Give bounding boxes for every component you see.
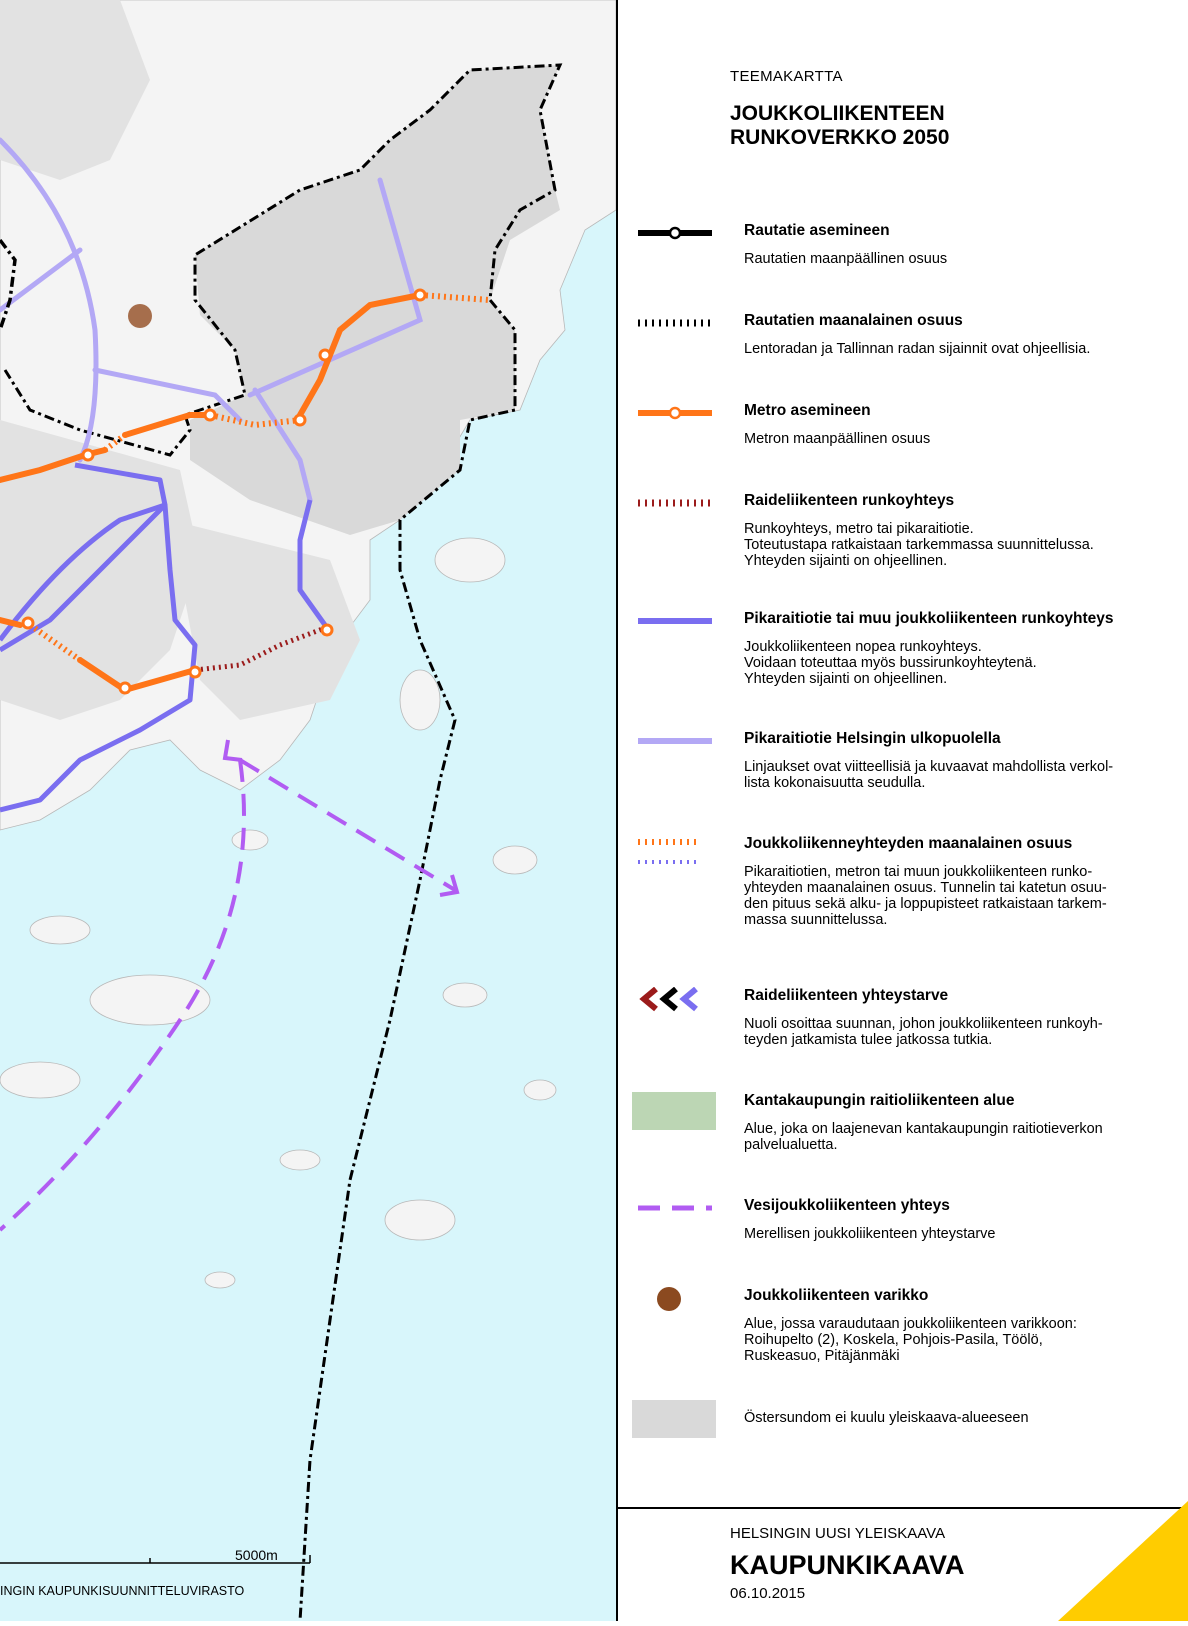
light-rail-icon bbox=[632, 610, 718, 644]
legend-desc: Pikaraitiotien, metron tai muun joukkoliikenteen runko- yhteyden maanalainen osuus. Tunnelin tai katetun osuu- den pituus sekä alku- ja loppupisteet ratkaistaan tarkem- massa suunnittelussa. bbox=[744, 864, 1107, 928]
legend-title: Kantakaupungin raitioliikenteen alue bbox=[744, 1092, 1015, 1109]
footer-org: HELSINGIN UUSI YLEISKAAVA bbox=[730, 1525, 946, 1542]
legend-item-light-rail-outside bbox=[632, 730, 1177, 810]
legend-item-light-rail bbox=[632, 610, 1177, 690]
legend-desc: Alue, jossa varaudutaan joukkoliikenteen varikkoon: Roihupelto (2), Koskela, Pohjois-Pasila, Töölö, Ruskeasuo, Pitäjänmäki bbox=[744, 1316, 1077, 1364]
legend-desc: Östersundom ei kuulu yleiskaava-alueeseen bbox=[744, 1410, 1029, 1426]
legend-title: Joukkoliikenteen varikko bbox=[744, 1287, 929, 1304]
light-rail-outside-icon bbox=[632, 730, 718, 764]
depot-icon bbox=[632, 1287, 718, 1321]
legend-title: Pikaraitiotie Helsingin ulkopuolella bbox=[744, 730, 1001, 747]
legend-item-water bbox=[632, 1197, 1177, 1277]
legend-desc: Merellisen joukkoliikenteen yhteystarve bbox=[744, 1226, 996, 1242]
legend-desc: Rautatien maanpäällinen osuus bbox=[744, 251, 948, 267]
legend-desc: Joukkoliikenteen nopea runkoyhteys. Voidaan toteuttaa myös bussirunkoyhteytenä. Yhteyden sijainti on ohjeellinen. bbox=[744, 639, 1037, 687]
legend-title: Rautatie asemineen bbox=[744, 222, 890, 239]
rail-trunk-icon bbox=[632, 492, 718, 526]
depot-marker[interactable] bbox=[128, 304, 152, 328]
corner-triangle bbox=[1058, 1501, 1188, 1621]
footer-title: KAUPUNKIKAAVA bbox=[730, 1550, 965, 1580]
connection-need-arrows-icon bbox=[632, 987, 718, 1021]
legend-title: Rautatien maanalainen osuus bbox=[744, 312, 963, 329]
footer-date: 06.10.2015 bbox=[730, 1585, 806, 1602]
map-subtitle: TEEMAKARTTA bbox=[730, 68, 843, 85]
scale-label: 5000m bbox=[235, 1547, 278, 1563]
rail-with-stations-icon bbox=[632, 222, 718, 256]
metro-icon bbox=[632, 402, 718, 436]
map-credit: INGIN KAUPUNKISUUNNITTELUVIRASTO bbox=[0, 1584, 245, 1598]
legend-desc: Linjaukset ovat viitteellisiä ja kuvaavat mahdollista verkol- lista kokonaisuutta seudulla. bbox=[744, 759, 1114, 791]
legend-item-rail-trunk bbox=[632, 492, 1177, 572]
legend-title: Raideliikenteen yhteystarve bbox=[744, 987, 949, 1004]
legend-title: Pikaraitiotie tai muu joukkoliikenteen runkoyhteys bbox=[744, 610, 1114, 627]
ostersundom-swatch bbox=[632, 1400, 718, 1440]
legend-panel bbox=[616, 0, 1188, 1621]
legend-item-ostersundom bbox=[632, 1400, 1177, 1480]
legend-item-tram-area bbox=[632, 1092, 1177, 1172]
legend-desc: Runkoyhteys, metro tai pikaraitiotie. Toteutustapa ratkaistaan tarkemmassa suunnittelussa. Yhteyden sijainti on ohjeellinen. bbox=[744, 521, 1094, 569]
underground-section-icon bbox=[632, 835, 718, 875]
legend-item-metro bbox=[632, 402, 1177, 482]
title-line-1: JOUKKOLIIKENTEEN bbox=[730, 102, 945, 125]
legend-item-connection-need bbox=[632, 987, 1177, 1067]
map-title bbox=[730, 102, 1030, 150]
water-transport-icon bbox=[632, 1197, 718, 1231]
legend-item-rail-underground bbox=[632, 312, 1177, 392]
legend-item-rail bbox=[632, 222, 1177, 302]
legend-item-underground bbox=[632, 835, 1177, 928]
legend-title: Raideliikenteen runkoyhteys bbox=[744, 492, 955, 509]
legend-title: Metro asemineen bbox=[744, 402, 871, 419]
legend-desc: Nuoli osoittaa suunnan, johon joukkoliikenteen runkoyh- teyden jatkamista tulee jatkossa tutkia. bbox=[744, 1016, 1103, 1048]
title-line-2: RUNKOVERKKO 2050 bbox=[730, 126, 950, 149]
legend-title: Joukkoliikenneyhteyden maanalainen osuus bbox=[744, 835, 1073, 852]
tram-area-swatch bbox=[632, 1092, 718, 1132]
legend-desc: Metron maanpäällinen osuus bbox=[744, 431, 931, 447]
legend-item-depot bbox=[632, 1287, 1177, 1367]
rail-underground-icon bbox=[632, 312, 718, 346]
legend-desc: Lentoradan ja Tallinnan radan sijainnit ovat ohjeellisia. bbox=[744, 341, 1091, 357]
legend-title: Vesijoukkoliikenteen yhteys bbox=[744, 1197, 950, 1214]
legend-desc: Alue, joka on laajenevan kantakaupungin raitiotieverkon palvelualuetta. bbox=[744, 1121, 1103, 1153]
